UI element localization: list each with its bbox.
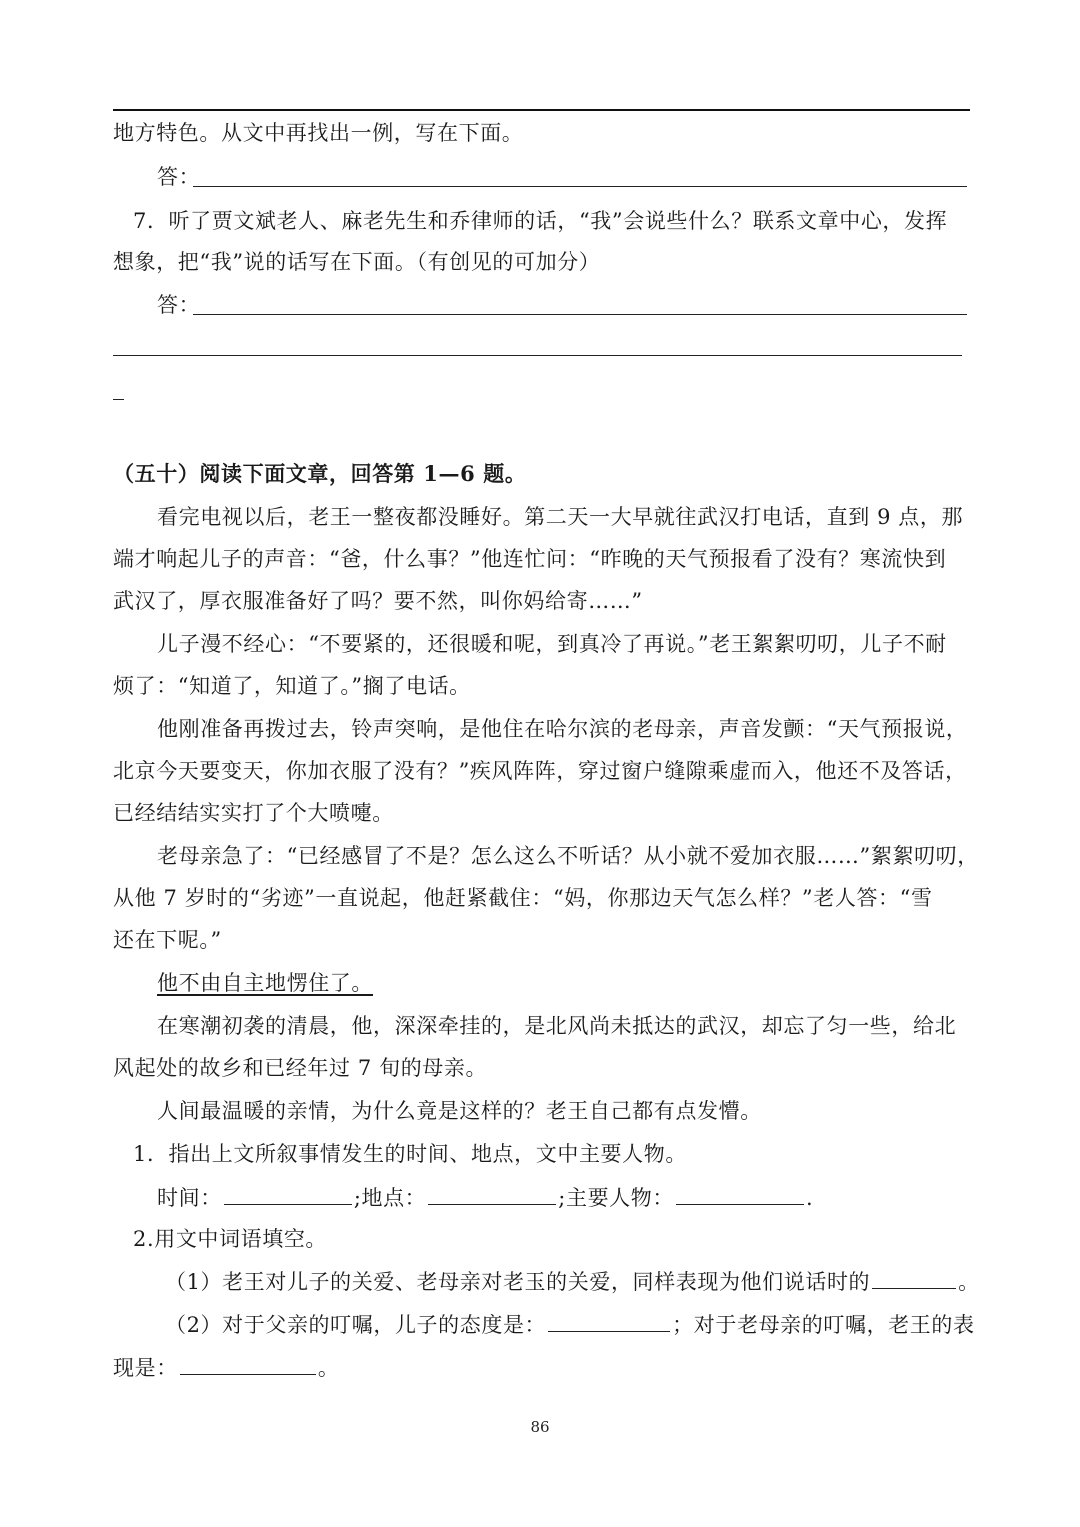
question-1: 1．指出上文所叙事情发生的时间、地点，文中主要人物。 xyxy=(133,1142,687,1166)
paragraph-line: 从他 7 岁时的“劣迹”一直说起，他赶紧截住：“妈，你那边天气怎么样？”老人答：“雪 xyxy=(113,886,933,910)
answer-blank-1[interactable] xyxy=(193,186,967,187)
text-line: 地方特色。从文中再找出一例，写在下面。 xyxy=(113,121,524,145)
end-mark: 。 xyxy=(958,1270,980,1294)
period: . xyxy=(805,1186,814,1210)
answer-line-2 xyxy=(157,290,970,320)
question-2: 2.用文中词语填空。 xyxy=(133,1227,328,1251)
question-2-2-text: （2）对于父亲的叮嘱，儿子的态度是： xyxy=(165,1313,547,1337)
place-label: ;地点： xyxy=(353,1186,427,1210)
paragraph-line: 烦了：“知道了，知道了。”搁了电话。 xyxy=(113,674,471,698)
end-mark: 。 xyxy=(317,1356,340,1380)
paragraph-line: 已经结结实实打了个大喷嚏。 xyxy=(113,801,394,825)
answer-blank-2[interactable] xyxy=(193,314,967,315)
q2-2-blank-1[interactable] xyxy=(548,1309,670,1332)
q2-2-blank-2[interactable] xyxy=(180,1352,316,1375)
question-2-2 xyxy=(165,1309,975,1340)
underlined-text: 他不由自主地愣住了。 xyxy=(157,971,373,995)
question-2-2-mid: ；对于老母亲的叮嘱，老王的表 xyxy=(672,1313,975,1337)
paragraph-line: 还在下呢。” xyxy=(113,928,222,952)
person-label: ;主要人物： xyxy=(558,1186,674,1210)
time-blank[interactable] xyxy=(224,1182,352,1205)
paragraph-line: 端才响起儿子的声音：“爸，什么事？”他连忙问：“昨晚的天气预报看了没有？寒流快到 xyxy=(113,547,947,571)
paragraph-line: 看完电视以后，老王一整夜都没睡好。第二天一大早就往武汉打电话，直到 9 点，那 xyxy=(157,505,964,529)
paragraph-line: 老母亲急了：“已经感冒了不是？怎么这么不听话？从小就不爱加衣服……”絮絮叨叨， xyxy=(157,844,979,868)
question-7-line-1: 7．听了贾文斌老人、麻老先生和乔律师的话，“我”会说些什么？联系文章中心，发挥 xyxy=(133,209,948,233)
answer-label: 答： xyxy=(157,165,201,189)
question-2-1-text: （1）老王对儿子的关爱、老母亲对老玉的关爱，同样表现为他们说话时的 xyxy=(165,1270,871,1294)
time-label: 时间： xyxy=(157,1186,222,1210)
place-blank[interactable] xyxy=(428,1182,556,1205)
answer-blank-3[interactable] xyxy=(113,355,962,356)
question-2-2-label: 现是： xyxy=(113,1356,178,1380)
question-1-answers xyxy=(157,1182,970,1213)
paragraph-line: 在寒潮初袭的清晨，他，深深牵挂的，是北风尚未抵达的武汉，却忘了匀一些，给北 xyxy=(157,1014,957,1038)
paragraph-line: 北京今天要变天，你加衣服了没有？”疾风阵阵，穿过窗户缝隙乘虚而入，他还不及答话， xyxy=(113,759,967,783)
person-blank[interactable] xyxy=(676,1182,804,1205)
answer-label: 答： xyxy=(157,293,201,317)
paragraph-line: 儿子漫不经心：“不要紧的，还很暖和呢，到真冷了再说。”老王絮絮叨叨，儿子不耐 xyxy=(157,632,947,656)
question-2-1 xyxy=(165,1266,980,1297)
paragraph-line: 风起处的故乡和已经年过 7 旬的母亲。 xyxy=(113,1056,488,1080)
q2-1-blank[interactable] xyxy=(872,1266,956,1289)
question-7-line-2: 想象，把“我”说的话写在下面。（有创见的可加分） xyxy=(113,250,601,274)
question-2-2-line-2 xyxy=(113,1352,970,1383)
paragraph-line: 人间最温暖的亲情，为什么竟是这样的？老王自己都有点发懵。 xyxy=(157,1099,762,1123)
section-heading: （五十）阅读下面文章，回答第 1—6 题。 xyxy=(113,461,527,486)
underlined-sentence xyxy=(157,968,970,998)
answer-blank-4[interactable] xyxy=(113,399,124,400)
paragraph-line: 他刚准备再拨过去，铃声突响，是他住在哈尔滨的老母亲，声音发颤：“天气预报说， xyxy=(157,717,968,741)
paragraph-line: 武汉了，厚衣服准备好了吗？要不然，叫你妈给寄……” xyxy=(113,589,643,613)
header-rule xyxy=(113,109,970,111)
page-number: 86 xyxy=(530,1418,550,1436)
answer-line-1 xyxy=(157,162,970,192)
